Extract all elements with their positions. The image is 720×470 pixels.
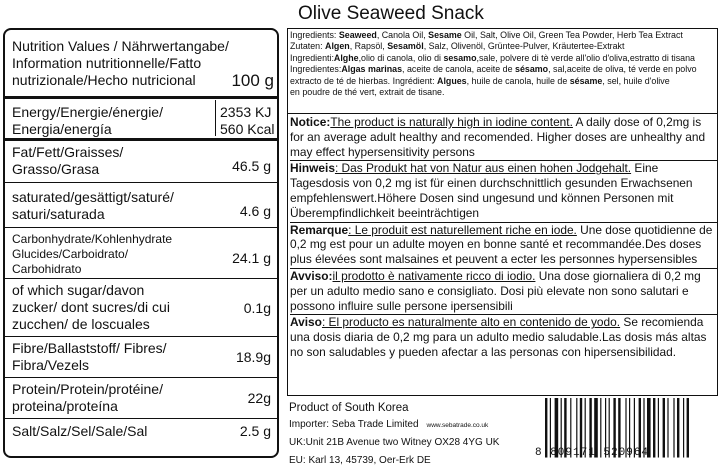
ingredients-list xyxy=(290,30,718,98)
notice-underlined: il prodotto è nativamente ricco di iodio. xyxy=(332,268,536,283)
label-line: Energia/energía xyxy=(12,121,112,137)
label-line: Grasso/Grasa xyxy=(12,161,100,177)
ingredient-line: Zutaten: Algen, Rapsöl, Sesamöl, Salz, Olivenöl, Grüntee-Pulver, Kräutertee-Extrakt xyxy=(290,41,625,52)
protein-value: 22g xyxy=(247,390,271,406)
sugar-value: 0.1g xyxy=(243,300,271,316)
carbohydrate-value: 24.1 g xyxy=(232,250,271,266)
importer-text: Importer: Seba Trade Limited xyxy=(289,419,419,430)
ingredient-line: extracto de té de hierbas. Ingrédient: Algues, huile de canola, huile de sésame, sel, huile d'olive xyxy=(290,75,670,86)
salt-value: 2.5 g xyxy=(239,423,271,439)
importer-line xyxy=(289,419,488,430)
notice-english xyxy=(290,115,718,161)
saturated-label xyxy=(12,189,212,223)
eu-address: EU: Karl 13, 45739, Oer-Erk DE xyxy=(289,455,431,466)
ingredient-line: Ingredientes:Algas marinas, aceite de canola, aceite de sésamo, sal,aceite de oliva, té verde en polvo xyxy=(290,64,697,75)
label-line: Carbohidrato xyxy=(12,262,82,276)
energy-value xyxy=(220,104,274,138)
salt-label xyxy=(12,423,212,440)
label-line: saturi/saturada xyxy=(12,206,105,222)
label-line: Fibre/Ballaststoff/ Fibres/ xyxy=(12,340,167,356)
saturated-value: 4.6 g xyxy=(239,203,271,219)
row-divider xyxy=(5,227,277,228)
row-divider xyxy=(5,336,277,337)
carbohydrate-label xyxy=(12,232,212,277)
product-title: Olive Seaweed Snack xyxy=(298,3,484,24)
nutrition-header-line: Information nutritionnelle/Fatto xyxy=(12,55,202,71)
notice-heading: Notice: xyxy=(290,115,331,129)
energy-kj: 2353 KJ xyxy=(220,104,272,120)
label-line: Glucides/Carboidrato/ xyxy=(12,247,129,261)
row-divider xyxy=(5,278,277,279)
fat-label xyxy=(12,144,212,178)
barcode-number: 8 809171 520964 xyxy=(535,447,650,459)
sugar-label xyxy=(12,282,212,333)
notice-text: Se recomienda una dosis diaria de 0,2 mg para un adulto medio saludable.Las dosis más altas no son saludables y pueden afectar a las personas con hipersensibilidad. xyxy=(290,315,707,359)
origin-text: Product of South Korea xyxy=(289,402,409,414)
notice-text: Una dose giornaliera di 0,2 mg per un adulto medio sano e consigliato. Dosi più elevate non sono salutari e possono influire sulle persone ipersensibili xyxy=(290,268,701,313)
notice-underlined: The product is naturally high in iodine content. xyxy=(330,115,573,129)
energy-label xyxy=(12,104,212,138)
notice-heading: Avviso: xyxy=(290,268,333,283)
iodine-notices xyxy=(290,115,718,361)
notice-italian xyxy=(290,269,718,315)
notice-french xyxy=(290,223,718,269)
protein-label xyxy=(12,381,212,415)
energy-row xyxy=(5,102,277,136)
nutrition-header-line: nutrizionale/Hecho nutricional xyxy=(12,72,196,88)
thick-divider xyxy=(5,96,277,99)
fibre-value: 18.9g xyxy=(235,349,271,365)
label-line: zucchen/ de loscuales xyxy=(12,316,150,332)
fibre-label xyxy=(12,340,212,374)
label-line: Energy/Energie/énergie/ xyxy=(12,104,163,120)
nutrition-table xyxy=(3,28,279,458)
notice-spanish xyxy=(290,315,718,360)
fat-value: 46.5 g xyxy=(232,158,271,174)
label-line: saturated/gesättigt/saturé/ xyxy=(12,189,174,205)
label-line: Fibra/Vezels xyxy=(12,357,90,373)
ingredients-panel xyxy=(287,28,718,396)
notice-underlined: : Le produit est naturellement riche en iode. xyxy=(348,222,577,237)
label-line: Salt/Salz/Sel/Sale/Sal xyxy=(12,423,148,439)
ingredient-line: en poudre de thé vert, extrait de tisane. xyxy=(290,87,445,98)
row-divider xyxy=(5,418,277,419)
label-line: Fat/Fett/Graisses/ xyxy=(12,144,124,160)
label-line: zucker/ dont sucres/di cui xyxy=(12,299,170,315)
ingredient-line: Ingredients: Seaweed, Canola Oil, Sesame Oil, Salt, Olive Oil, Green Tea Powder, Herb Tea Extract xyxy=(290,30,683,40)
notice-text: Eine Tagesdosis von 0,2 mg ist für einen durchschnittlich gesunden Erwachsenen empfehlenswert.Höhere Dosen sind ungesund und können Personen mit Überempfindlichkeit beeinträchtigen xyxy=(290,161,693,220)
notice-underlined: : El producto es naturalmente alto en contenido de yodo. xyxy=(321,315,621,330)
row-divider xyxy=(5,377,277,378)
thick-divider xyxy=(5,138,277,141)
notice-underlined: : Das Produkt hat von Natur aus einen hohen Jodgehalt. xyxy=(334,161,632,176)
notice-heading: Hinweis xyxy=(290,161,335,176)
uk-address: UK:Unit 21B Avenue two Witney OX28 4YG UK xyxy=(289,437,500,448)
ingredient-line: Ingredienti:Alghe,olio di canola, olio di sesamo,sale, polvere di tè verde all'olio d'oliva,estratto di tisana xyxy=(290,52,695,63)
label-line: Protein/Protein/protéine/ xyxy=(12,381,163,397)
energy-kcal: 560 Kcal xyxy=(220,121,275,137)
label-line: proteina/proteína xyxy=(12,398,118,414)
label-line: of which sugar/davon xyxy=(12,282,145,298)
notice-text: A daily dose of 0,2mg is for an average adult healthy and recomended. Higher doses are unhealthy and may effect hypersensitivity persons xyxy=(290,115,706,159)
notice-heading: Remarque xyxy=(290,222,349,237)
row-divider xyxy=(5,182,277,183)
label-line: Carbonhydrate/Kohlenhydrate xyxy=(12,232,173,246)
serving-unit: 100 g xyxy=(231,71,274,90)
notice-heading: Aviso xyxy=(290,315,322,330)
notice-text: Une dose quotidienne de 0,2 mg est pour un adulte moyen en bonne santé et recommandée.Des doses plus élevées sont malsaines et peuvent a ecter les personnes hypersensibles xyxy=(290,222,713,267)
website-text: www.sebatrade.co.uk xyxy=(426,422,489,429)
section-divider xyxy=(288,113,717,114)
nutrition-header xyxy=(12,38,274,89)
nutrition-header-line: Nutrition Values / Nährwertangabe/ xyxy=(12,38,229,54)
notice-german xyxy=(290,161,718,222)
